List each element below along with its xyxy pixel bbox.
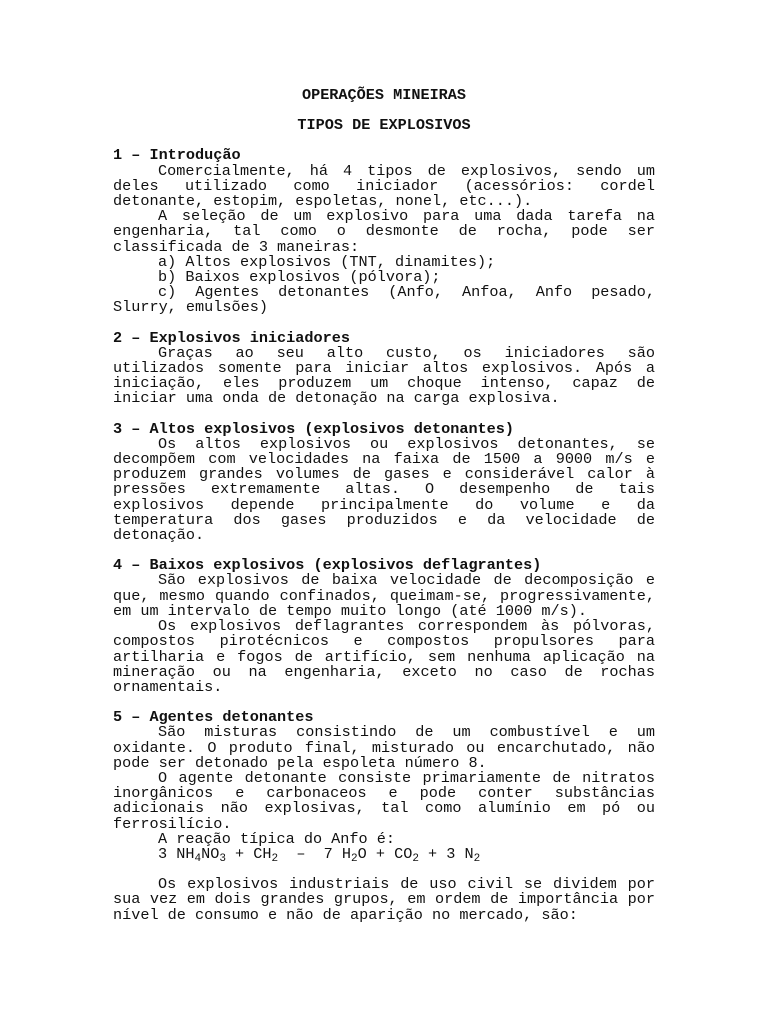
section-heading: 2 – Explosivos iniciadores [113,328,350,347]
section-heading: 3 – Altos explosivos (explosivos detonantes) [113,419,515,438]
paragraph: São misturas consistindo de um combustível e um oxidante. O produto final, misturado ou encarchutado, não pode ser detonado pela espoleta número 8. [113,723,655,772]
list-item: b) Baixos explosivos (pólvora); [158,268,441,287]
paragraph: Graças ao seu alto custo, os iniciadores são utilizados somente para iniciar altos explosivos. Após a iniciação, eles produzem um choque intenso, capaz de iniciar uma onda de detonação na carga explosiva. [113,343,655,408]
paragraph: O agente detonante consiste primariamente de nitratos inorgânicos e carbonaceos e pode conter substâncias adicionais não explosivas, tal como alumínio em pó ou ferrosilício. [113,768,655,833]
list-item: c) Agentes detonantes (Anfo, Anfoa, Anfo pesado, Slurry, emulsões) [113,283,655,317]
paragraph: Os altos explosivos ou explosivos detonantes, se decompõem com velocidades na faixa de 1500 a 9000 m/s e produzem grandes volumes de gases e considerável calor à pressões extremamente altas. O desempenho de tais explosivos depende principalmente do volume e da temperatura dos gases produzidos e da velocidade de detonação. [113,434,655,545]
section-altos-explosivos [113,419,655,545]
section-agentes-detonantes [113,710,655,923]
document-page [113,88,655,923]
document-title: OPERAÇÕES MINEIRAS [301,86,467,104]
paragraph: Comercialmente, há 4 tipos de explosivos, sendo um deles utilizado como iniciador (acessórios: cordel detonante, estopim, espoletas, nonel, etc...). [113,161,655,211]
list-item: a) Altos explosivos (TNT, dinamites); [158,252,496,271]
chemical-formula: 3 $NH_4NO_3 + CH_2 - 7$ $H_2O + CO_2 + 3$ $N_2$ [158,844,481,865]
paragraph: A reação típica do Anfo é: [158,829,395,848]
section-heading: 5 – Agentes detonantes [113,708,314,727]
section-iniciadores [113,328,655,408]
section-heading: 4 – Baixos explosivos (explosivos deflagrantes) [113,556,542,575]
paragraph: Os explosivos industriais de uso civil se dividem por sua vez em dois grandes grupos, em ordem de importância por nível de consumo e não de aparição no mercado, são: [113,875,655,924]
paragraph: A seleção de um explosivo para uma dada tarefa na engenharia, tal como o desmonte de rocha, pode ser classificada de 3 maneiras: [113,207,655,256]
section-heading: 1 – Introdução [113,146,241,165]
document-subtitle: TIPOS DE EXPLOSIVOS [297,116,471,135]
section-introducao [113,148,655,315]
paragraph: São explosivos de baixa velocidade de decomposição e que, mesmo quando confinados, queimam-se, progressivamente, em um intervalo de tempo muito longo (até 1000 m/s). [113,571,655,620]
paragraph: Os explosivos deflagrantes correspondem às pólvoras, compostos pirotécnicos e compostos propulsores para artilharia e fogos de artifício, sem nenhuma aplicação na mineração ou na engenharia, exceto no caso de rochas ornamentais. [113,617,655,696]
section-baixos-explosivos [113,558,655,695]
